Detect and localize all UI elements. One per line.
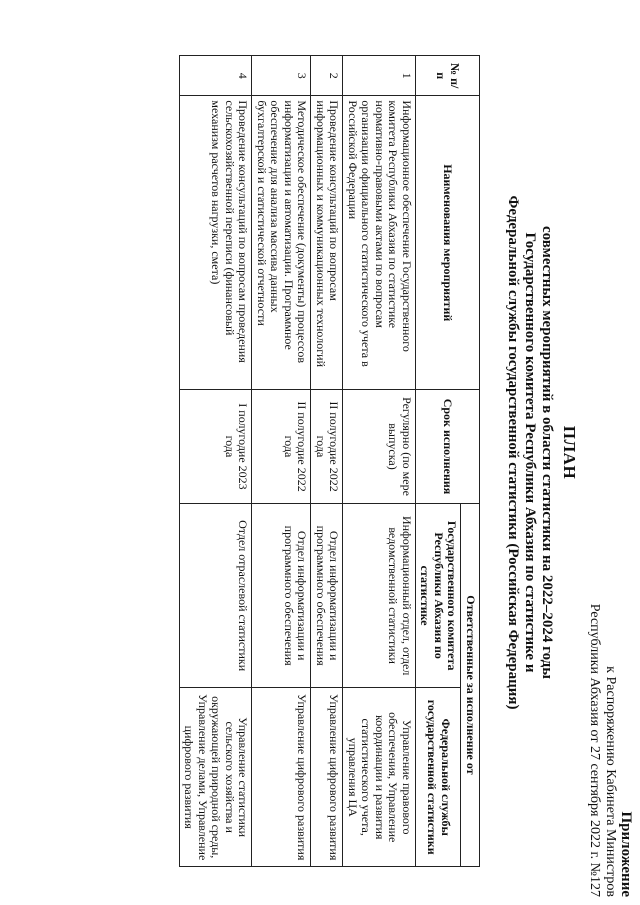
appendix-line-2: Республики Абхазия от 27 сентября 2022 г. №127	[587, 603, 602, 897]
header-federal-service: Федеральной службы государственной статистики	[416, 688, 462, 867]
plan-title: ПЛАН	[560, 425, 579, 480]
row-state: Отдел отраслевой статистики	[180, 503, 253, 688]
header-name: Наименования мероприятий	[416, 96, 480, 390]
appendix-title: Приложение	[618, 811, 634, 897]
header-responsible: Ответственные за исполнение от	[461, 503, 480, 866]
row-term: Регулярно (по мере выпуска)	[343, 390, 416, 504]
row-num: 3	[252, 56, 311, 96]
header-state-committee: Государственного комитета Республики Абхазия по статистике	[416, 503, 462, 688]
row-term: I полугодие 2023 года	[180, 390, 253, 504]
row-term: II полугодие 2022 года	[252, 390, 311, 504]
plan-title-block	[504, 0, 578, 905]
plan-subtitle-2: Государственного комитета Республики Абхазия по статистике и	[522, 232, 538, 673]
row-state: Отдел информатизации и программного обеспечения	[252, 503, 311, 688]
row-num: 4	[180, 56, 253, 96]
plan-subtitle-1: совместных мероприятий в области статистики на 2022–2024 годы	[539, 226, 555, 679]
row-name: Проведение консультаций по вопросам информационных и коммуникационных технологий	[311, 96, 343, 390]
table-row	[311, 56, 343, 867]
row-num: 1	[343, 56, 416, 96]
table-row	[343, 56, 416, 867]
row-name: Методическое обеспечение (документы) процессов информатизации и автоматизации. Программное обеспечение для анализа массива данных бухгалтерской и статистической отчетности	[252, 96, 311, 390]
appendix-line-1: к Распоряжению Кабинета Министров	[603, 666, 618, 897]
row-fed: Управление цифрового развития	[311, 688, 343, 867]
row-state: Информационный отдел, отдел ведомственной статистики	[343, 503, 416, 688]
table-header-row	[461, 56, 480, 867]
plan-subtitle-3: Федеральной службы государственной статистики (Российская Федерация)	[505, 195, 521, 710]
table-row	[180, 56, 253, 867]
table-row	[252, 56, 311, 867]
header-term: Срок исполнения	[416, 390, 480, 504]
plan-table	[179, 55, 480, 867]
row-fed: Управление правового обеспечения, Управление координации и развития статистического учета, управления ЦА	[343, 688, 416, 867]
appendix-block	[586, 604, 634, 897]
row-state: Отдел информатизации и программного обеспечения	[311, 503, 343, 688]
row-term: II полугодие 2022 года	[311, 390, 343, 504]
row-name: Информационное обеспечение Государственного комитета Республики Абхазия по статистике нормативно-правовыми актами по вопросам организации официального статистического учета в Российской Федерации	[343, 96, 416, 390]
row-fed: Управление статистики сельского хозяйства и окружающей природной среды, Управление делами, Управление цифрового развития	[180, 688, 253, 867]
row-fed: Управление цифрового развития	[252, 688, 311, 867]
header-num: № п/п	[416, 56, 480, 96]
row-name: Проведение консультаций по вопросам проведения сельскохозяйственной переписи (финансовый механизм расчетов нагрузки, смета)	[180, 96, 253, 390]
row-num: 2	[311, 56, 343, 96]
